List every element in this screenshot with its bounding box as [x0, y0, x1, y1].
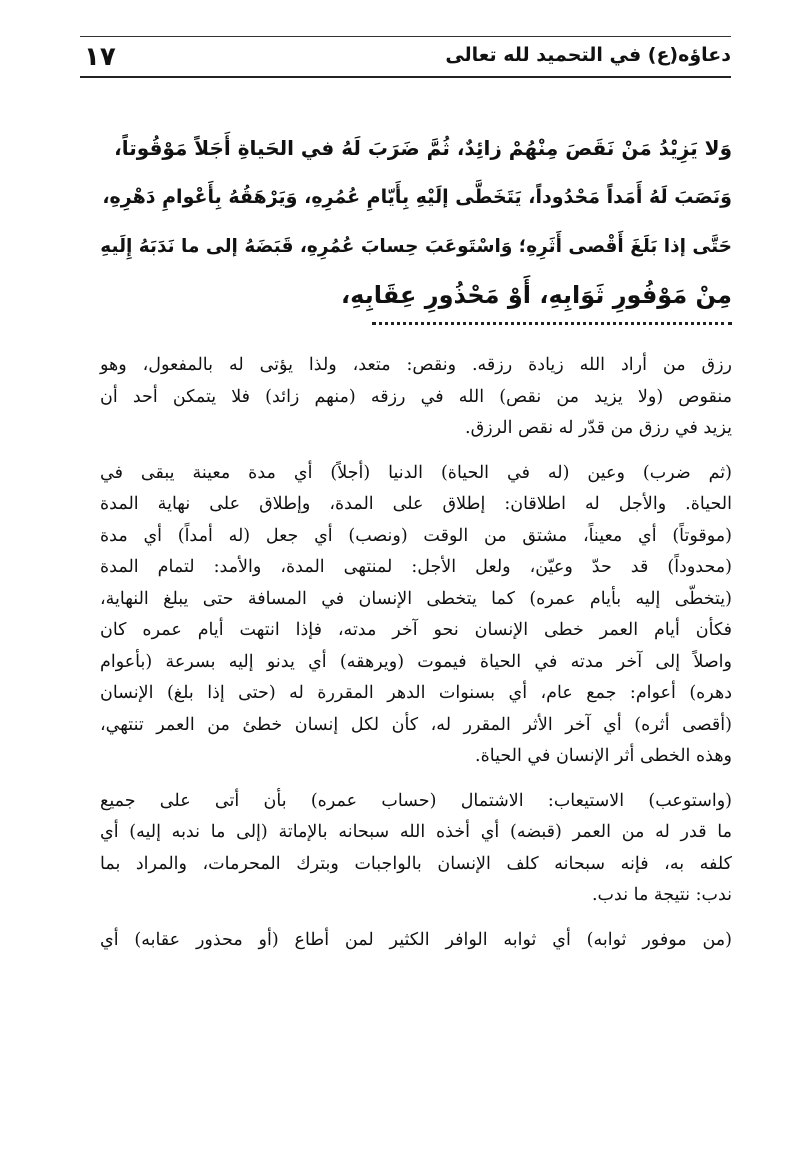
commentary-line: الحياة. والأجل له اطلاقان: إطلاق على المدة، وإطلاق على نهاية المدة	[100, 494, 732, 514]
commentary-paragraph	[100, 925, 732, 957]
dotted-separator	[372, 322, 732, 325]
commentary-line: (ثم ضرب) وعين (له في الحياة) الدنيا (أجلاً) أي مدة معينة يبقى في	[100, 462, 732, 483]
running-title: دعاؤه(ع) في التحميد لله تعالى	[445, 44, 731, 66]
commentary-line: (من موفور ثوابه) أي ثوابه الوافر الكثير لمن أطاع (أو محذور عقابه) أي	[100, 929, 732, 950]
commentary-line: وهذه الخطى أثر الإنسان في الحياة.	[475, 746, 732, 766]
commentary-line: واصلاً إلى آخر مدته في الحياة فيموت (ويرهقه) أي يدنو إليه بسرعة (بأعوام	[100, 651, 732, 672]
commentary-line: رزق من أراد الله زيادة رزقه. ونقص: متعد، ولذا يؤتى له بالمفعول، وهو	[100, 355, 732, 375]
supplication-line: حَتَّى إذا بَلَغَ أَقْصى أَثَرِهِ؛ وَاسْتَوعَبَ حِسابَ عُمُرِهِ، قَبَضَهُ إلى ما نَدَبَهُ إِلَيهِ	[100, 236, 732, 257]
supplication-line: وَنَصَبَ لَهُ أَمَداً مَحْدُوداً، يَتَخَطَّى إلَيْهِ بِأَيّامِ عُمُرِهِ، وَيَرْهَقُهُ بِأَعْوامِ دَهْرِهِ،	[102, 186, 732, 208]
commentary-line: فكأن أيام العمر خطى الإنسان نحو آخر مدته، فإذا انتهت أيام عمره كان	[100, 620, 732, 640]
commentary-line: ندب: نتيجة ما ندب.	[591, 885, 732, 905]
commentary-line: منقوص (ولا يزيد من نقص) الله في رزقه (منهم زائد) فلا يتمكن أحد أن	[100, 386, 732, 407]
running-header	[80, 36, 731, 76]
commentary-line: (واستوعب) الاستيعاب: الاشتمال (حساب عمره) بأن أتى على جميع	[100, 790, 732, 811]
commentary-text	[100, 350, 732, 969]
commentary-line: كلفه به، فإنه سبحانه كلف الإنسان بالواجبات وبترك المحرمات، والمراد بما	[100, 853, 732, 874]
commentary-paragraph	[100, 350, 732, 445]
supplication-text	[100, 124, 732, 320]
header-top-rule	[80, 36, 731, 37]
commentary-paragraph	[100, 786, 732, 912]
commentary-line: يزيد في رزق من قدّر له نقص الرزق.	[465, 418, 732, 438]
commentary-line: (أقصى أثره) أي آخر الأثر المقرر له، كأن لكل إنسان خطئ من العمر تنتهي،	[100, 714, 732, 735]
page-number: ١٧	[84, 42, 116, 72]
commentary-line: (محدوداً) قد حدّ وعيّن، ولعل الأجل: لمنتهى المدة، والأمد: لتمام المدة	[100, 557, 732, 577]
supplication-line: وَلا يَزِيْدُ مَنْ نَقَصَ مِنْهُمْ زائِدٌ، ثُمَّ ضَرَبَ لَهُ في الحَياةِ أَجَلاً مَوْقُوتاً،	[114, 136, 732, 160]
commentary-line: (موقوتاً) أي معيناً، مشتق من الوقت (ونصب) أي جعل (له أمداً) أي مدة	[100, 525, 732, 546]
commentary-line: (يتخطّى إليه بأيام عمره) كما يتخطى الإنسان في المسافة حتى يبلغ النهاية،	[100, 588, 732, 609]
commentary-paragraph	[100, 458, 732, 773]
commentary-line: ما قدر له من العمر (قبضه) أي أخذه الله سبحانه بالإماتة (إلى ما ندبه إليه) أي	[100, 822, 732, 842]
supplication-line: مِنْ مَوْفُورِ ثَوَابِهِ، أَوْ مَحْذُورِ عِقَابِهِ،	[341, 281, 732, 309]
header-bottom-rule	[80, 76, 731, 78]
commentary-line: دهره) أعوام: جمع عام، أي بسنوات الدهر المقررة له (حتى إذا بلغ) الإنسان	[100, 683, 732, 703]
